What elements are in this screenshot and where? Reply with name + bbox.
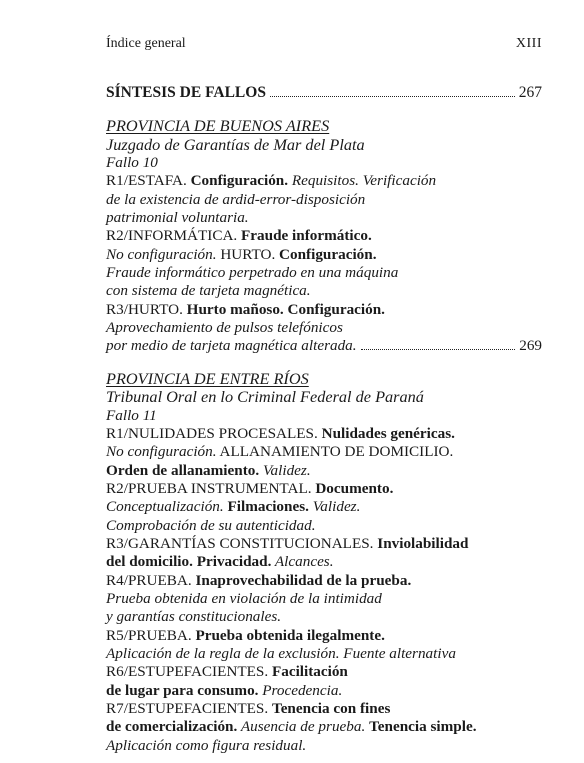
toc-text-segment: R2/PRUEBA INSTRUMENTAL. (106, 479, 316, 497)
toc-text-segment: Facilitación (271, 663, 348, 681)
toc-text-segment: Aprovechamiento de pulsos telefónicos (106, 319, 343, 337)
toc-text-segment: Configuración. (279, 245, 377, 263)
toc-text-segment: R4/PRUEBA. (106, 571, 196, 589)
toc-line (106, 737, 542, 755)
toc-text-segment: de comercialización. (106, 718, 238, 736)
toc-text-segment: Nulidades genéricas. (321, 424, 455, 442)
toc-line (106, 718, 542, 736)
toc-text-segment: R3/HURTO. (106, 300, 187, 318)
toc-text-segment: Ausencia de prueba. (237, 718, 370, 736)
toc-text-segment: R1/ESTAFA. (106, 172, 191, 190)
toc-main-page: 267 (518, 84, 542, 101)
toc-line-with-page[interactable] (106, 337, 542, 355)
toc-line (106, 209, 542, 227)
toc-text-segment: Tenencia con fines (271, 700, 391, 717)
toc-text-segment: No configuración. (106, 443, 217, 461)
toc-line (106, 498, 542, 516)
toc-text-segment: y garantías constitucionales. (106, 608, 282, 626)
toc-text-segment: Requisitos. Verificación (288, 172, 437, 190)
toc-line (106, 480, 542, 498)
toc-line (106, 443, 542, 461)
toc-text-segment: R3/GARANTÍAS CONSTITUCIONALES. (106, 534, 378, 552)
toc-line (106, 319, 542, 337)
toc-text-segment: Inviolabilidad (377, 534, 469, 552)
toc-text-segment: Configuración. (190, 172, 289, 190)
toc-text-segment: por medio de tarjeta magnética alterada. (106, 337, 357, 355)
toc-text-segment: HURTO. (216, 245, 280, 263)
toc-line (106, 517, 542, 535)
toc-text-segment: Prueba obtenida ilegalmente. (195, 626, 385, 644)
toc-text-segment: patrimonial voluntaria. (106, 209, 249, 227)
toc-text-segment: Fraude informático. (241, 227, 372, 245)
toc-text-segment: Comprobación de su autenticidad. (106, 516, 316, 534)
toc-text-segment: Filmaciones. (223, 498, 309, 516)
toc-text-segment: del domicilio. Privacidad. (106, 553, 272, 571)
toc-text-segment: Aplicación como figura residual. (106, 736, 307, 754)
toc-text-segment: Aplicación de la regla de la exclusión. Fuente alternativa (106, 644, 456, 662)
toc-text-segment: Hurto mañoso. Configuración. (186, 300, 385, 318)
toc-text-segment: Orden de allanamiento. (106, 461, 260, 479)
toc-line (106, 191, 542, 209)
toc-line (106, 700, 542, 718)
toc-line (106, 682, 542, 700)
toc-page-number: 269 (519, 337, 542, 355)
toc-section (106, 370, 542, 755)
toc-text-segment: R5/PRUEBA. (106, 626, 196, 644)
toc-text-segment: R2/INFORMÁTICA. (106, 227, 242, 245)
table-of-contents (106, 84, 542, 755)
toc-text-segment: No configuración. (106, 245, 217, 263)
toc-text-segment: Inaprovechabilidad de la prueba. (195, 571, 412, 589)
toc-line (106, 663, 542, 681)
court-heading: Juzgado de Garantías de Mar del Plata (106, 134, 365, 154)
toc-line (106, 301, 542, 319)
dot-leader (361, 349, 516, 350)
toc-line (106, 172, 542, 190)
province-heading: PROVINCIA DE ENTRE RÍOS (106, 368, 309, 388)
toc-text-segment: Fraude informático perpetrado en una máquina (106, 264, 399, 282)
court-heading: Tribunal Oral en lo Criminal Federal de Paraná (106, 387, 424, 407)
toc-text-segment: Alcances. (271, 553, 334, 571)
province-heading: PROVINCIA DE BUENOS AIRES (106, 116, 330, 136)
toc-line (106, 590, 542, 608)
toc-line (106, 264, 542, 282)
fallo-label: Fallo 10 (106, 154, 158, 172)
section-spacer (106, 356, 542, 370)
toc-text-segment: R1/NULIDADES PROCESALES. (106, 424, 322, 442)
toc-text-segment: R6/ESTUPEFACIENTES. (106, 663, 272, 681)
toc-text-segment: Validez. (259, 461, 311, 479)
toc-line (106, 227, 542, 245)
toc-text-segment: Tenencia simple. (369, 718, 477, 736)
dot-leader (270, 96, 515, 97)
toc-line (106, 535, 542, 553)
toc-text-segment: con sistema de tarjeta magnética. (106, 282, 311, 300)
toc-text-segment: ALLANAMIENTO DE DOMICILIO. (216, 443, 454, 461)
running-header-title: Índice general (106, 36, 186, 51)
toc-line (106, 282, 542, 300)
toc-main-entry[interactable] (106, 84, 542, 102)
toc-line (106, 425, 542, 443)
toc-text-segment: de lugar para consumo. (106, 681, 259, 699)
fallo-label: Fallo 11 (106, 406, 157, 424)
toc-line (106, 608, 542, 626)
toc-text-segment: Validez. (308, 498, 361, 516)
toc-text-segment: de la existencia de ardid-error-disposición (106, 190, 366, 208)
toc-line (106, 246, 542, 264)
toc-text-segment: R7/ESTUPEFACIENTES. (106, 700, 272, 717)
toc-line (106, 627, 542, 645)
toc-line (106, 553, 542, 571)
toc-text-segment: Procedencia. (258, 681, 343, 699)
toc-sections (106, 117, 542, 755)
running-header-page-number: XIII (515, 36, 542, 51)
toc-main-title: SÍNTESIS DE FALLOS (106, 84, 266, 101)
toc-line (106, 645, 542, 663)
toc-text-segment: Conceptualización. (106, 498, 224, 516)
toc-section (106, 117, 542, 355)
toc-line (106, 462, 542, 480)
toc-text-segment: Documento. (315, 479, 394, 497)
toc-line (106, 572, 542, 590)
toc-text-segment: Prueba obtenida en violación de la intimidad (106, 589, 382, 607)
